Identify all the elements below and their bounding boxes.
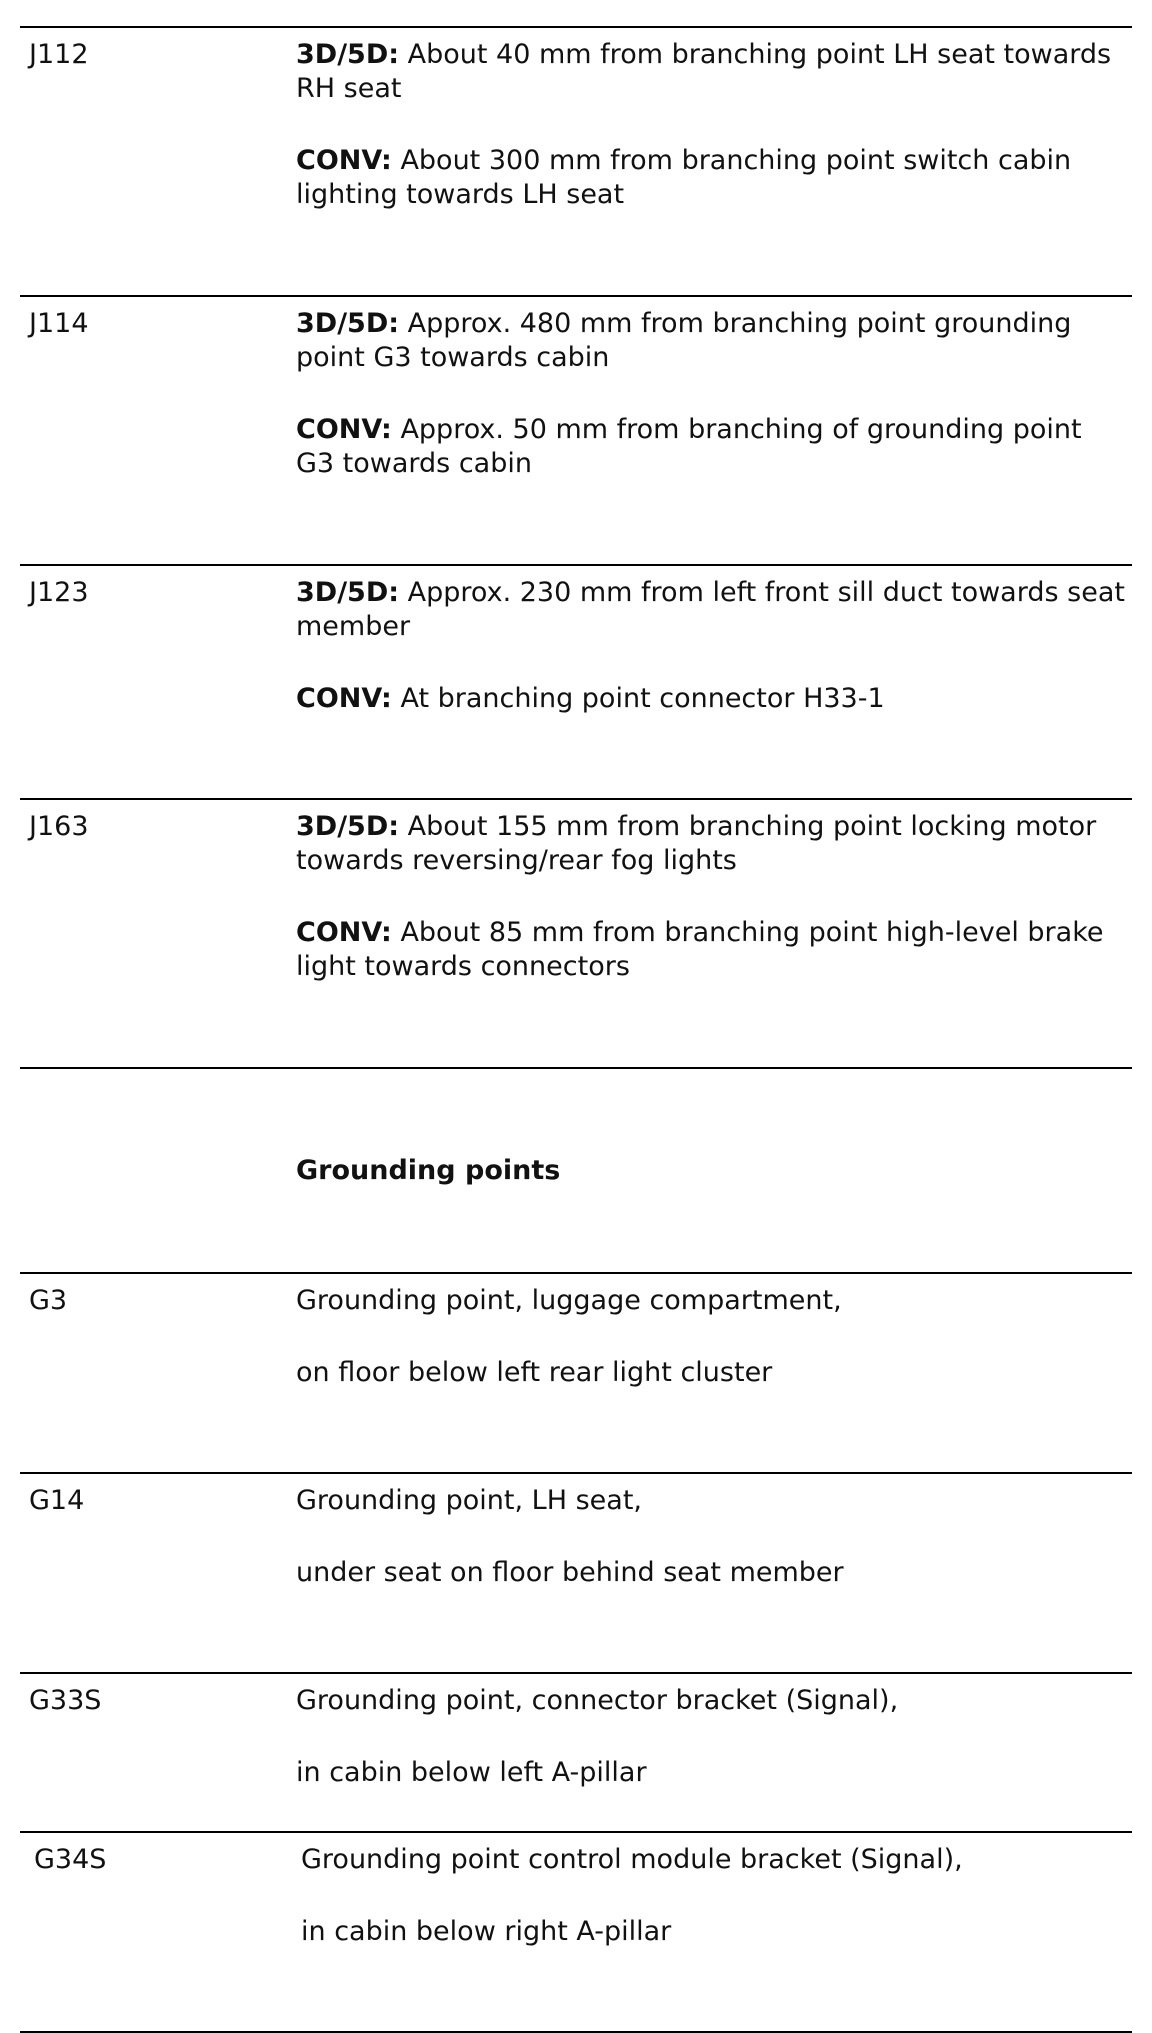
grounding-code: G14	[29, 1485, 85, 1516]
variant-3d5d	[296, 576, 1126, 644]
table-rule	[20, 26, 1132, 28]
grounding-description	[296, 1484, 1126, 1590]
table-rule	[20, 564, 1132, 566]
grounding-line-1: Grounding point, luggage compartment,	[296, 1285, 842, 1316]
grounding-line-2: on floor below left rear light cluster	[296, 1357, 773, 1388]
table-rule	[20, 295, 1132, 297]
variant-3d5d	[296, 810, 1126, 878]
grounding-line-1: Grounding point, LH seat,	[296, 1485, 642, 1516]
grounding-line-1: Grounding point control module bracket (Signal),	[301, 1844, 963, 1875]
variant-conv	[296, 682, 1126, 716]
junction-description	[296, 810, 1126, 984]
variant-conv	[296, 916, 1126, 984]
variant-text: About 300 mm from branching point switch cabin lighting towards LH seat	[296, 145, 1072, 210]
grounding-description	[296, 1284, 1126, 1390]
variant-text: About 155 mm from branching point locking motor towards reversing/rear fog lights	[296, 811, 1097, 876]
variant-label: CONV:	[296, 145, 392, 176]
section-heading: Grounding points	[296, 1155, 561, 1186]
grounding-code: G34S	[34, 1844, 107, 1875]
grounding-description	[296, 1684, 1126, 1790]
variant-label: 3D/5D:	[296, 811, 400, 842]
junction-code: J123	[29, 577, 89, 608]
variant-label: 3D/5D:	[296, 308, 400, 339]
variant-3d5d	[296, 38, 1126, 106]
table-rule	[20, 1831, 1132, 1833]
variant-label: CONV:	[296, 414, 392, 445]
grounding-line-2: under seat on floor behind seat member	[296, 1557, 844, 1588]
grounding-description	[301, 1843, 1131, 1949]
junction-description	[296, 307, 1126, 481]
variant-text: About 40 mm from branching point LH seat towards RH seat	[296, 39, 1112, 104]
variant-text: Approx. 230 mm from left front sill duct towards seat member	[296, 577, 1125, 642]
table-rule	[20, 1272, 1132, 1274]
junction-code: J112	[29, 39, 89, 70]
grounding-code: G3	[29, 1285, 68, 1316]
variant-text: At branching point connector H33-1	[391, 683, 885, 714]
variant-text: About 85 mm from branching point high-level brake light towards connectors	[296, 917, 1104, 982]
variant-text: Approx. 480 mm from branching point grounding point G3 towards cabin	[296, 308, 1072, 373]
table-rule	[20, 1672, 1132, 1674]
junction-code: J163	[29, 811, 89, 842]
variant-text: Approx. 50 mm from branching of grounding point G3 towards cabin	[296, 414, 1082, 479]
variant-conv	[296, 144, 1126, 212]
junction-code: J114	[29, 308, 89, 339]
table-rule	[20, 1472, 1132, 1474]
junction-description	[296, 38, 1126, 212]
grounding-code: G33S	[29, 1685, 102, 1716]
grounding-line-2: in cabin below left A-pillar	[296, 1757, 647, 1788]
table-rule	[20, 1067, 1132, 1069]
table-rule	[20, 798, 1132, 800]
variant-label: CONV:	[296, 917, 392, 948]
variant-label: 3D/5D:	[296, 39, 400, 70]
grounding-line-2: in cabin below right A-pillar	[301, 1916, 672, 1947]
variant-conv	[296, 413, 1126, 481]
variant-label: CONV:	[296, 683, 392, 714]
grounding-line-1: Grounding point, connector bracket (Signal),	[296, 1685, 899, 1716]
variant-3d5d	[296, 307, 1126, 375]
junction-description	[296, 576, 1126, 716]
variant-label: 3D/5D:	[296, 577, 400, 608]
